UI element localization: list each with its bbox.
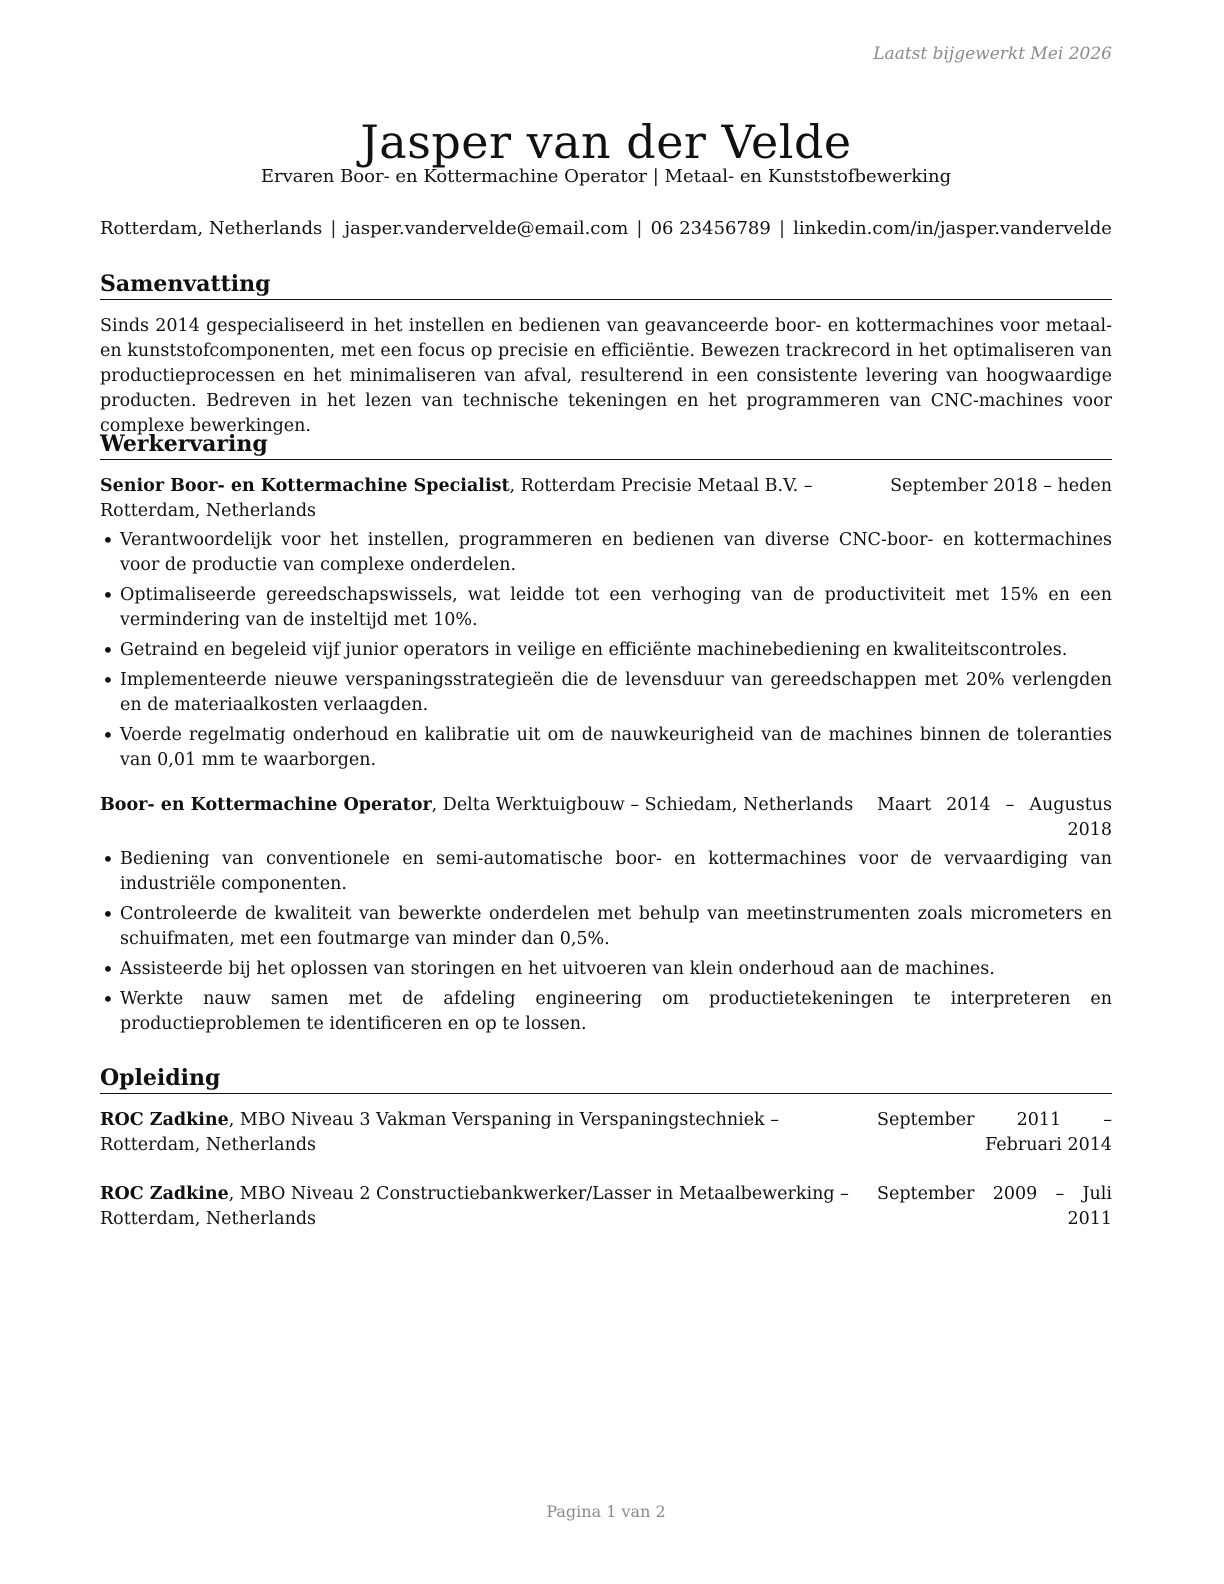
contact-separator: | (330, 218, 337, 239)
list-item: • Getraind en begeleid vijf junior operators in veilige en efficiënte machinebediening en kwaliteitscontroles. (100, 638, 1112, 663)
list-item: • Werkte nauw samen met de afdeling engineering om productietekeningen te interpreteren en productieproblemen te identificeren en op te lossen. (100, 987, 1112, 1037)
job-company: , Rotterdam Precisie Metaal B.V. – Rotterdam, Netherlands (100, 476, 813, 521)
job-header (100, 474, 1112, 524)
experience-section (100, 431, 1112, 1042)
contact-email[interactable]: jasper.vandervelde@email.com (344, 218, 629, 239)
job-dates: September 2018 – heden (890, 476, 1112, 496)
education-entry (100, 1108, 1112, 1158)
job-entry (100, 793, 1112, 1037)
job-header (100, 793, 1112, 843)
contact-separator: | (636, 218, 643, 239)
professional-tagline: Ervaren Boor- en Kottermachine Operator | Metaal- en Kunststofbewerking (260, 166, 952, 187)
summary-text: Sinds 2014 gespecialiseerd in het instellen en bedienen van geavanceerde boor- en kottermachines voor metaal- en kunststofcomponenten, met een focus op precisie en efficiëntie. Bewezen trackrecord in het optimaliseren van productieprocessen en het minimaliseren van afval, resulterend in een consistente levering van hoogwaardige producten. Bedreven in het lezen van technische tekeningen en het programmeren van CNC-machines voor complexe bewerkingen. (100, 316, 1112, 436)
page-number: Pagina 1 van 2 (546, 1502, 666, 1521)
contact-location: Rotterdam, Netherlands (100, 218, 323, 239)
summary-section (100, 271, 1112, 439)
education-program: , MBO Niveau 3 Vakman Verspaning in Verspaningstechniek – Rotterdam, Netherlands (100, 1110, 779, 1155)
contact-separator: | (778, 218, 786, 239)
job-title-line (100, 793, 877, 818)
education-school: ROC Zadkine (100, 1184, 229, 1204)
job-bullets (100, 847, 1112, 1037)
section-title-experience: Werkervaring (100, 431, 1112, 460)
education-school: ROC Zadkine (100, 1110, 229, 1130)
list-item: • Optimaliseerde gereedschapswissels, wat leidde tot een verhoging van de productiviteit met 15% en een vermindering van de insteltijd met 10%. (100, 583, 1112, 633)
contact-line (100, 218, 1112, 239)
list-item: • Bediening van conventionele en semi-automatische boor- en kottermachines voor de vervaardiging van industriële componenten. (100, 847, 1112, 897)
list-item: • Implementeerde nieuwe verspaningsstrategieën die de levensduur van gereedschappen met 20% verlengden en de materiaalkosten verlaagden. (100, 668, 1112, 718)
education-title-line (100, 1182, 877, 1232)
education-dates: September 2011 – Februari 2014 (877, 1110, 1112, 1155)
education-program: , MBO Niveau 2 Constructiebankwerker/Lasser in Metaalbewerking – Rotterdam, Netherlands (100, 1184, 849, 1229)
list-item: • Verantwoordelijk voor het instellen, programmeren en bedienen van diverse CNC-boor- en kottermachines voor de productie van complexe onderdelen. (100, 528, 1112, 578)
job-bullets (100, 528, 1112, 773)
job-role: Senior Boor- en Kottermachine Specialist (100, 476, 510, 496)
list-item: • Assisteerde bij het oplossen van storingen en het uitvoeren van klein onderhoud aan de machines. (100, 957, 1112, 982)
list-item: • Voerde regelmatig onderhoud en kalibratie uit om de nauwkeurigheid van de machines binnen de toleranties van 0,01 mm te waarborgen. (100, 723, 1112, 773)
education-entry (100, 1182, 1112, 1232)
last-updated-note: Laatst bijgewerkt Mei 2026 (873, 44, 1112, 64)
job-company: , Delta Werktuigbouw – Schiedam, Netherlands (431, 795, 854, 815)
contact-phone[interactable]: 06 23456789 (650, 218, 771, 239)
education-dates: September 2009 – Juli 2011 (877, 1184, 1112, 1229)
job-entry (100, 474, 1112, 773)
education-title-line (100, 1108, 877, 1158)
job-title-line (100, 474, 890, 524)
section-title-education: Opleiding (100, 1065, 1112, 1094)
education-section (100, 1065, 1112, 1232)
candidate-name: Jasper van der Velde (360, 114, 852, 169)
list-item: • Controleerde de kwaliteit van bewerkte onderdelen met behulp van meetinstrumenten zoals micrometers en schuifmaten, met een foutmarge van minder dan 0,5%. (100, 902, 1112, 952)
resume-page (100, 0, 1112, 1584)
job-dates: Maart 2014 – Augustus 2018 (877, 795, 1112, 840)
contact-linkedin[interactable]: linkedin.com/in/jasper.vandervelde (793, 218, 1112, 239)
job-role: Boor- en Kottermachine Operator (100, 795, 432, 815)
section-title-summary: Samenvatting (100, 271, 1112, 300)
